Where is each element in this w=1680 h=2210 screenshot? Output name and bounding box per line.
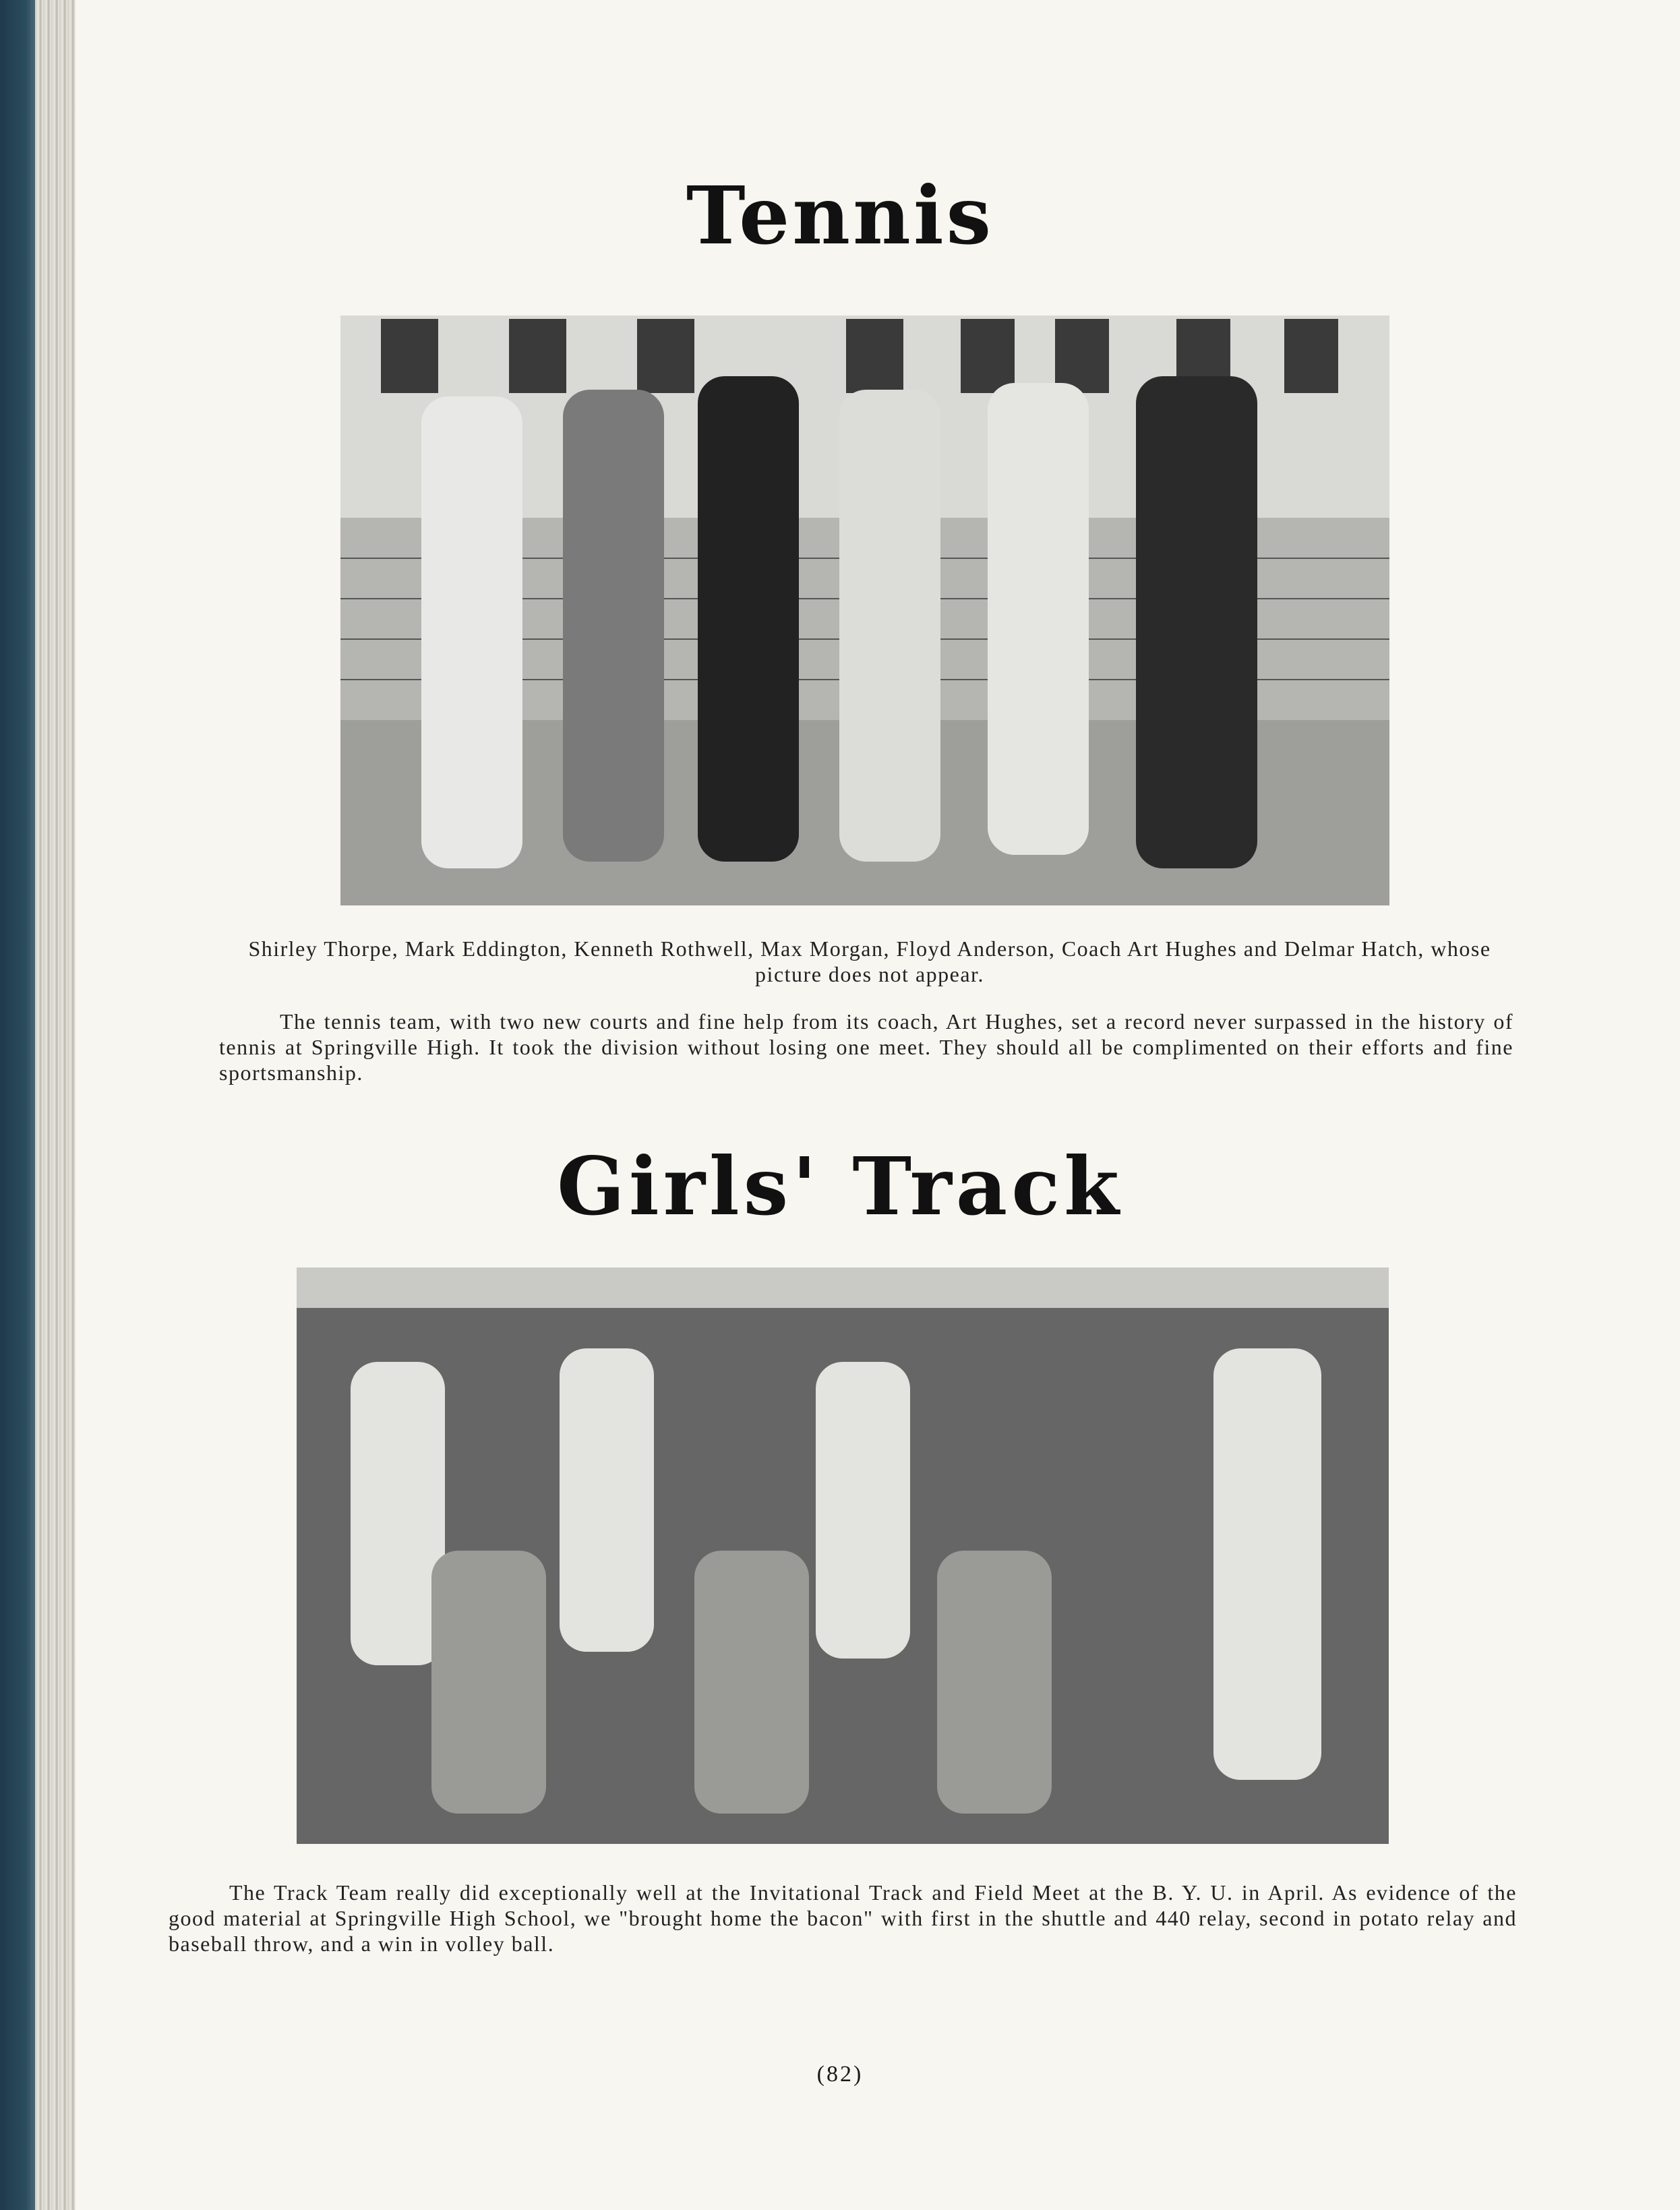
page-number: (82) [816, 2062, 864, 2087]
tennis-heading: Tennis [686, 169, 994, 262]
tennis-body-text: The tennis team, with two new courts and fine help from its coach, Art Hughes, set a record never surpassed in the history of tennis at Springville High. It took the division without losing one meet. They should all be complimented on their efforts and fine sportsmanship. [219, 1009, 1513, 1085]
track-body-text: The Track Team really did exceptionally well at the Invitational Track and Field Meet at the B. Y. U. in April. As evidence of the good material at Springville High School, we "brought home the bacon" with first in the shuttle and 440 relay, second in potato relay and baseball throw, and a win in volley ball. [169, 1880, 1517, 1956]
page-edges [35, 0, 76, 2210]
girls-track-heading: Girls' Track [557, 1139, 1123, 1233]
tennis-photo-caption: Shirley Thorpe, Mark Eddington, Kenneth Rothwell, Max Morgan, Floyd Anderson, Coach Art Hughes and Delmar Hatch, whose picture does not appear. [248, 936, 1491, 986]
girls-track-team-photo [297, 1267, 1389, 1844]
tennis-team-photo [340, 316, 1389, 905]
